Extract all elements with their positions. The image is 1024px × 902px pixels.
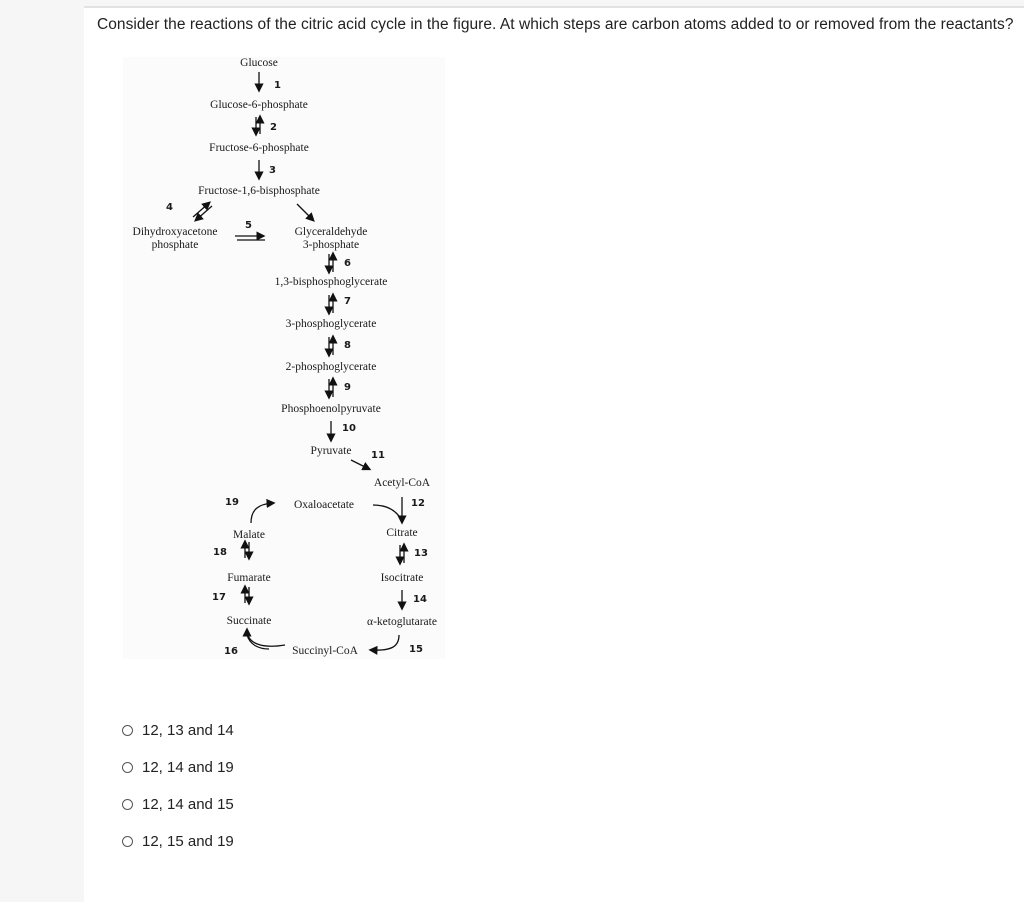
compound-glucose: Glucose: [240, 57, 278, 69]
step-19: 19: [225, 497, 239, 508]
compound-f16bp: Fructose-1,6-bisphosphate: [198, 185, 320, 197]
compound-succinylcoa: Succinyl-CoA: [292, 645, 358, 657]
step-12: 12: [411, 498, 425, 509]
answer-options: [122, 720, 234, 868]
step-16: 16: [224, 646, 238, 657]
radio-button[interactable]: [122, 799, 133, 810]
compound-g3p-line1: Glyceraldehyde: [294, 226, 368, 238]
step-2: 2: [270, 122, 277, 133]
compound-akg: α-ketoglutarate: [367, 616, 437, 628]
step-13: 13: [414, 548, 428, 559]
answer-option-2[interactable]: [122, 757, 234, 777]
compound-bpg: 1,3-bisphosphoglycerate: [274, 276, 388, 288]
step-7: 7: [344, 296, 351, 307]
answer-option-3[interactable]: [122, 794, 234, 814]
step-5: 5: [245, 220, 252, 231]
step-1: 1: [274, 80, 281, 91]
compound-citrate: Citrate: [386, 527, 418, 539]
compound-oxaloacetate: Oxaloacetate: [293, 499, 355, 511]
step-18: 18: [213, 547, 227, 558]
option-label[interactable]: 12, 13 and 14: [142, 721, 234, 739]
compound-malate: Malate: [233, 529, 265, 541]
step-4: 4: [166, 202, 173, 213]
radio-button[interactable]: [122, 725, 133, 736]
compound-f6p: Fructose-6-phosphate: [209, 142, 309, 154]
step-8: 8: [344, 340, 351, 351]
step-14: 14: [413, 594, 427, 605]
answer-option-1[interactable]: [122, 720, 234, 740]
option-label[interactable]: 12, 14 and 15: [142, 795, 234, 813]
step-11: 11: [371, 450, 385, 461]
step-15: 15: [409, 644, 423, 655]
compound-acetylcoa: Acetyl-CoA: [373, 477, 431, 489]
compound-fumarate: Fumarate: [227, 572, 271, 584]
pathway-figure: [123, 57, 445, 659]
compound-dhap-line2: phosphate: [151, 239, 199, 251]
compound-2pg: 2-phosphoglycerate: [285, 361, 377, 373]
compound-isocitrate: Isocitrate: [380, 572, 424, 584]
compound-3pg: 3-phosphoglycerate: [285, 318, 377, 330]
compound-g3p-line2: 3-phosphate: [302, 239, 360, 251]
option-label[interactable]: 12, 15 and 19: [142, 832, 234, 850]
step-17: 17: [212, 592, 226, 603]
compound-g6p: Glucose-6-phosphate: [210, 99, 308, 111]
step-3: 3: [269, 165, 276, 176]
step-9: 9: [344, 382, 351, 393]
answer-option-4[interactable]: [122, 831, 234, 851]
compound-pyruvate: Pyruvate: [310, 445, 352, 457]
compound-succinate: Succinate: [226, 615, 272, 627]
question-text: Consider the reactions of the citric acid cycle in the figure. At which steps are carbon atoms added to or removed from the reactants?: [97, 16, 1014, 33]
step-10: 10: [342, 423, 356, 434]
radio-button[interactable]: [122, 762, 133, 773]
compound-dhap-line1: Dihydroxyacetone: [132, 226, 218, 238]
step-6: 6: [344, 258, 351, 269]
radio-button[interactable]: [122, 836, 133, 847]
option-label[interactable]: 12, 14 and 19: [142, 758, 234, 776]
compound-pep: Phosphoenolpyruvate: [281, 403, 381, 415]
